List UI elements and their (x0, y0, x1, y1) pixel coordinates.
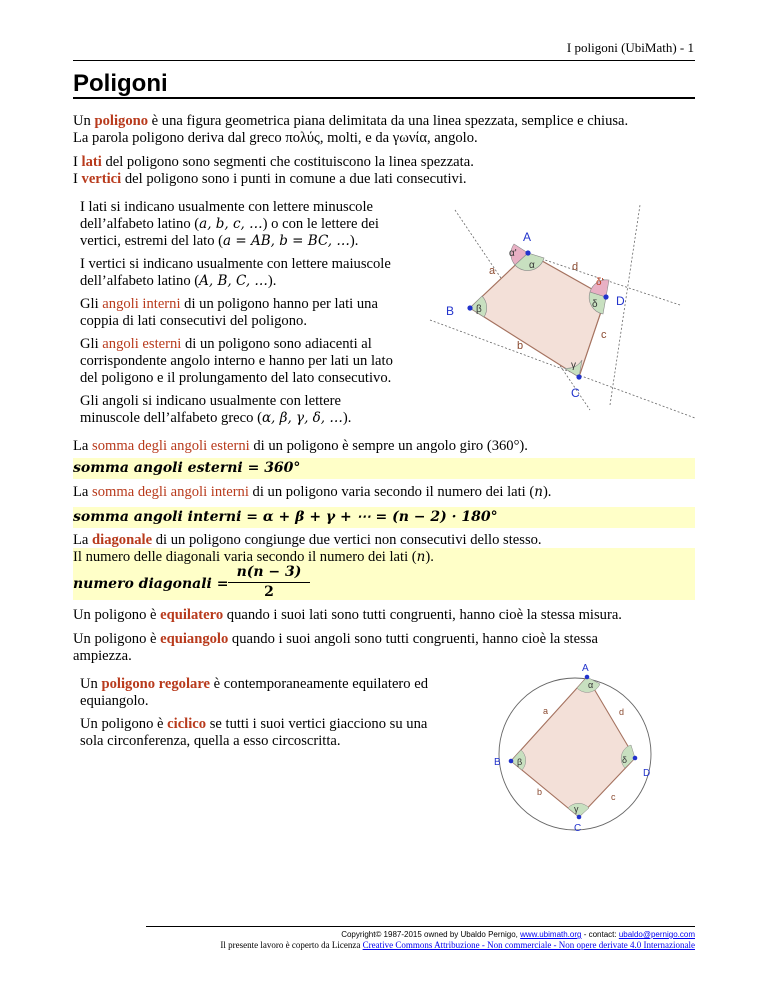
footer-license-link[interactable]: Creative Commons Attribuzione - Non commerciale - Non opere derivate 4.0 Internazionale (362, 940, 695, 950)
page-header: I poligoni (UbiMath) - 1 (566, 40, 694, 55)
regolare-line-1: Un poligono regolare è contemporaneamente equilatero ed (80, 676, 429, 692)
intro-line-2: La parola poligono deriva dal greco πολύς, molti, e da γωνία, angolo. (73, 130, 478, 146)
ciclico-line-2: sola circonferenza, quella a esso circoscritta. (80, 733, 341, 749)
cyclic-polygon-figure (485, 660, 665, 835)
formula-diagonali-lhs: numero diagonali = (73, 576, 229, 592)
term-poligono: poligono (94, 113, 149, 129)
header-rule (73, 60, 695, 61)
vertex-C (576, 374, 581, 379)
label-D: D (616, 294, 625, 308)
title-rule (73, 97, 695, 99)
footer-website-link[interactable]: www.ubimath.org (520, 930, 582, 939)
label-gamma: γ (571, 360, 576, 371)
label-alpha: α (529, 260, 535, 271)
term-angoli-esterni: angoli esterni (102, 336, 182, 352)
term-ciclico: ciclico (167, 716, 207, 732)
term-vertici: vertici (81, 171, 122, 187)
cyclic-vertex-B (509, 759, 514, 764)
cyclic-vertex-A (585, 675, 590, 680)
angoli-esterni-1: Gli angoli esterni di un poligono sono adiacenti al (80, 336, 372, 352)
interni-line: La somma degli angoli interni di un poligono varia secondo il numero dei lati (n). (73, 484, 552, 500)
term-somma-esterni: somma degli angoli esterni (92, 438, 250, 454)
label-C: C (571, 386, 580, 400)
formula-diagonali-numerator: n(n − 3) (236, 564, 302, 580)
label-side-d: d (572, 261, 579, 273)
vertici-line: I vertici del poligono sono i punti in comune a due lati consecutivi. (73, 171, 467, 187)
term-somma-interni: somma degli angoli interni (92, 484, 249, 500)
vertici-notation-1: I vertici si indicano usualmente con lettere maiuscole (80, 256, 391, 272)
label-beta: β (476, 304, 482, 315)
label-side-b: b (517, 340, 524, 352)
footer-rule (146, 926, 695, 927)
diagonale-line-2: Il numero delle diagonali varia secondo il numero dei lati (n). (73, 549, 434, 565)
angoli-esterni-3: del poligono e il prolungamento del lato consecutivo. (80, 370, 392, 386)
formula-interni: somma angoli interni = α + β + γ + ⋯ = (n − 2) · 180° (73, 509, 498, 525)
page-title: Poligoni (73, 70, 168, 97)
vertex-D (603, 294, 608, 299)
formula-diagonali-denominator: 2 (264, 584, 274, 600)
term-angoli-interni: angoli interni (102, 296, 181, 312)
label-B: B (446, 304, 455, 318)
footer-copyright: Copyright© 1987-2015 owned by Ubaldo Pernigo, www.ubimath.org - contact: ubaldo@pernigo.com (341, 930, 695, 939)
cyclic-label-B: B (494, 757, 501, 768)
term-equiangolo: equiangolo (160, 631, 229, 647)
cyclic-label-D: D (643, 768, 651, 779)
cyclic-label-side-a: a (543, 706, 549, 716)
label-alpha-ext: α' (509, 248, 517, 259)
cyclic-label-delta: δ (622, 755, 628, 765)
footer-email-link[interactable]: ubaldo@pernigo.com (618, 930, 695, 939)
intro-line-1: Un poligono è una figura geometrica piana delimitata da una linea spezzata, semplice e chiusa. (73, 113, 629, 129)
term-poligono-regolare: poligono regolare (101, 676, 211, 692)
lati-line: I lati del poligono sono segmenti che costituiscono la linea spezzata. (73, 154, 474, 170)
label-delta: δ (592, 299, 598, 310)
footer-license: Il presente lavoro è coperto da Licenza Creative Commons Attribuzione - Non commerciale - Non opere derivate 4.0 Internazionale (220, 940, 695, 950)
polygon-figure (410, 195, 700, 420)
label-side-a: a (489, 265, 496, 277)
equiangolo-line-1: Un poligono è equiangolo quando i suoi angoli sono tutti congruenti, hanno cioè la stessa (73, 631, 598, 647)
label-A: A (523, 230, 532, 244)
term-diagonale: diagonale (92, 532, 153, 548)
term-lati: lati (81, 154, 102, 170)
cyclic-label-A: A (582, 663, 589, 674)
cyclic-label-gamma: γ (574, 804, 579, 814)
fraction-line (228, 582, 310, 583)
formula-esterni: somma angoli esterni = 360° (73, 460, 301, 476)
vertex-A (525, 250, 530, 255)
angoli-interni-1: Gli angoli interni di un poligono hanno per lati una (80, 296, 378, 312)
extension-line-c (610, 205, 640, 405)
cyclic-label-beta: β (517, 757, 523, 767)
label-side-c: c (601, 329, 607, 341)
lati-notation-3: vertici, estremi del lato (a = AB, b = BC, …). (80, 233, 359, 249)
angoli-interni-2: coppia di lati consecutivi del poligono. (80, 313, 307, 329)
regolare-line-2: equiangolo. (80, 693, 149, 709)
equiangolo-line-2: ampiezza. (73, 648, 132, 664)
ciclico-line-1: Un poligono è ciclico se tutti i suoi vertici giacciono su una (80, 716, 428, 732)
angoli-notation-1: Gli angoli si indicano usualmente con lettere (80, 393, 341, 409)
cyclic-vertex-D (633, 756, 638, 761)
cyclic-label-side-b: b (537, 787, 543, 797)
cyclic-label-side-d: d (619, 707, 625, 717)
cyclic-label-side-c: c (611, 792, 616, 802)
vertici-notation-2: dell’alfabeto latino (A, B, C, …). (80, 273, 277, 289)
diagonale-line-1: La diagonale di un poligono congiunge due vertici non consecutivi dello stesso. (73, 532, 542, 548)
cyclic-label-C: C (574, 823, 582, 834)
cyclic-label-alpha: α (588, 680, 594, 690)
lati-notation-1: I lati si indicano usualmente con lettere minuscole (80, 199, 374, 215)
angoli-notation-2: minuscole dell’alfabeto greco (α, β, γ, δ, …). (80, 410, 352, 426)
lati-notation-2: dell’alfabeto latino (a, b, c, …) o con le lettere dei (80, 216, 379, 232)
label-delta-ext: δ' (596, 277, 604, 288)
cyclic-vertex-C (577, 815, 582, 820)
term-equilatero: equilatero (160, 607, 224, 623)
cyclic-polygon-shape (511, 677, 635, 817)
equilatero-line: Un poligono è equilatero quando i suoi lati sono tutti congruenti, hanno cioè la stessa misura. (73, 607, 622, 623)
vertex-B (467, 305, 472, 310)
esterni-line: La somma degli angoli esterni di un poligono è sempre un angolo giro (360°). (73, 438, 528, 454)
angoli-esterni-2: corrispondente angolo interno e hanno per lati un lato (80, 353, 393, 369)
